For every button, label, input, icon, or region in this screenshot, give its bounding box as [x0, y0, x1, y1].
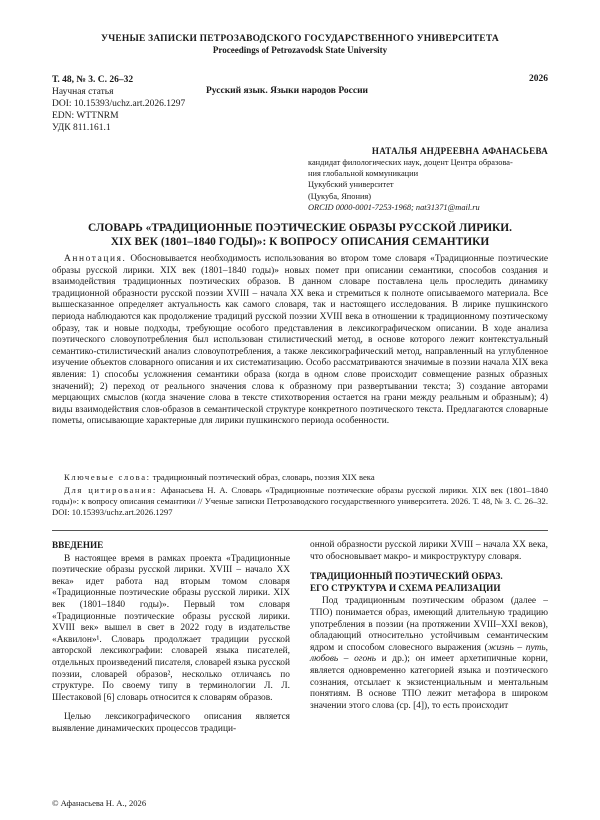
author-name: НАТАЛЬЯ АНДРЕЕВНА АФАНАСЬЕВА: [371, 146, 548, 156]
journal-subtitle: Proceedings of Petrozavodsk State University: [212, 45, 388, 55]
publication-year: 2026: [529, 74, 548, 84]
intro-paragraph-1: В настоящее время в рамках проекта «Традиционные поэтические образы русской лирики. XVIII – начало XX века» идет работа над вторым томом словаря «Традиционные поэтические образы русской лирики. XIX век (1801–1840 годы)». Первый том словаря «Традиционные поэтические образы русской лирики. XVIII век» вышел в свет в 2022 году в издательстве «Аквилон»¹. Словарь продолжает традиции русской авторской лексикографии: словарей языка писателей, отдельных произведений писателя, словарей языка русской поэзии, словарей образов², несколько отличаясь по структуре. По своему типу в терминологии Л. Л. Шестаковой [6] словарь относится к словарям образов.: [52, 553, 290, 703]
article-page: [52, 0, 548, 820]
article-title-line-1: СЛОВАРЬ «ТРАДИЦИОННЫЕ ПОЭТИЧЕСКИЕ ОБРАЗЫ РУССКОЙ ЛИРИКИ.: [87, 222, 513, 234]
copyright: © Афанасьева Н. А., 2026: [52, 798, 147, 808]
citation-text: Афанасьева Н. А. Словарь «Традиционные поэтические образы русской лирики. XIX век (1801–1840 годы)»: к вопросу описания семантики // Ученые записки Петрозаводского государственного университета. 2026. Т. 48, № 3. С. 26–32. DOI: 10.15393/uchz.art.2026.1297: [52, 485, 549, 517]
author-affiliation-1: кандидат филологических наук, доцент Центра образова-: [308, 158, 513, 167]
author-orcid-email[interactable]: ORCID 0000-0001-7253-1968; nat31371@mail.ru: [308, 202, 480, 212]
journal-section: Русский язык. Языки народов России: [206, 86, 369, 96]
tpo-text-italic: жизнь – путь, любовь – огонь: [310, 642, 549, 665]
right-column: [310, 540, 548, 712]
left-column: [52, 540, 290, 736]
divider: [52, 530, 548, 531]
tpo-heading-line-1: ТРАДИЦИОННЫЙ ПОЭТИЧЕСКИЙ ОБРАЗ.: [310, 571, 503, 582]
author-affiliation-2: ния глобальной коммуникации: [308, 169, 419, 179]
abstract: [52, 254, 548, 428]
article-type: Научная статья: [52, 87, 114, 97]
citation-label: Для цитирования:: [64, 485, 157, 495]
tpo-text-a: Под традиционным поэтическим образом (далее – ТПО) понимается образ, имеющий длительную традицию употребления в поэзии (на протяжении XVIII–XXI веков), обладающий относительно устойчивым семантическим ядром и способом словесного выражения (: [310, 596, 548, 653]
tpo-paragraph-1: [310, 596, 548, 712]
abstract-label: Аннотация.: [64, 254, 127, 264]
intro-paragraph-2: Целью лексикографического описания является выявление динамических процессов традици-: [52, 712, 290, 734]
citation: [52, 485, 548, 518]
author-block: [308, 145, 548, 213]
keywords-text: традиционный поэтический образ, словарь, поэзия XIX века: [152, 472, 375, 482]
edn: EDN: WTTNRM: [52, 111, 119, 121]
continued-paragraph: онной образности русской лирики XVIII – начала XX века, что обосновывает макро- и микроструктуру словаря.: [310, 540, 548, 562]
abstract-text: Обосновывается необходимость использования во втором томе словаря «Традиционные поэтические образы русской лирики. XIX век (1801–1840 годы)» новых помет при описании семантики, способов создания и взаимодействия традиционных поэтических образов. В данном словаре поставлена цель проследить динамику традиционной образности русской поэзии XVIII – начала XX века и стремиться к полноте описываемого материала. Все вышесказанное определяет актуальность как самого словаря, так и настоящего исследования. В лирике пушкинского периода наблюдаются как продолжение традиций русской поэзии XVIII века в отношении к традиционному поэтическому образу, так и новые подходы, требующие особого представления в лексикографическом описании. В ходе анализа поэтического словоупотребления был использован стилистический метод, в основе которого лежит контекстуальный семантико-стилистический анализ словоупотребления, а также лексикографический метод, направленный на углубленное изучение объектов словарного описания и их систематизацию. Особо рассматриваются значимые в поэзии начала XIX века явления: 1) способы усложнения семантики образа (когда в одном слове происходит совмещение разных образных значений); 2) переход от реального значения слова к образному при развертывании текста; 3) создание авторами мерцающих смыслов (когда значение слова в тексте стихотворения остается на грани между реальным и образным); 4) виды взаимодействия слов-образов в семантической структуре конкретного поэтического текста. Предлагаются словарные пометы, описывающие характерные для лирики пушкинского периода особенности.: [52, 254, 549, 427]
tpo-heading-line-2: ЕГО СТРУКТУРА И СХЕМА РЕАЛИЗАЦИИ: [310, 582, 501, 593]
tpo-text-b: и др.); он имеет архетипичные корни, является одновременно категорией языка и поэтического сознания, отсылает к экзистенциальным и ментальным понятиям. В основе ТПО лежит метафора в широком значении этого слова (ср. [4]), то есть происходит: [310, 654, 548, 711]
author-affiliation-4: (Цукуба, Япония): [308, 191, 372, 201]
journal-title: УЧЕНЫЕ ЗАПИСКИ ПЕТРОЗАВОДСКОГО ГОСУДАРСТВЕННОГО УНИВЕРСИТЕТА: [101, 34, 499, 44]
udk: УДК 811.161.1: [52, 123, 111, 133]
keywords-label: Ключевые слова:: [64, 472, 151, 482]
intro-heading: ВВЕДЕНИЕ: [52, 540, 104, 550]
article-title-line-2: XIX ВЕК (1801–1840 ГОДЫ)»: К ВОПРОСУ ОПИСАНИЯ СЕМАНТИКИ: [110, 236, 490, 248]
volume-info: Т. 48, № 3. С. 26–32: [52, 75, 134, 85]
keywords: [52, 472, 548, 483]
article-title: [52, 221, 548, 249]
author-affiliation-3: Цукубский университет: [308, 180, 394, 190]
doi: DOI: 10.15393/uchz.art.2026.1297: [52, 99, 186, 109]
